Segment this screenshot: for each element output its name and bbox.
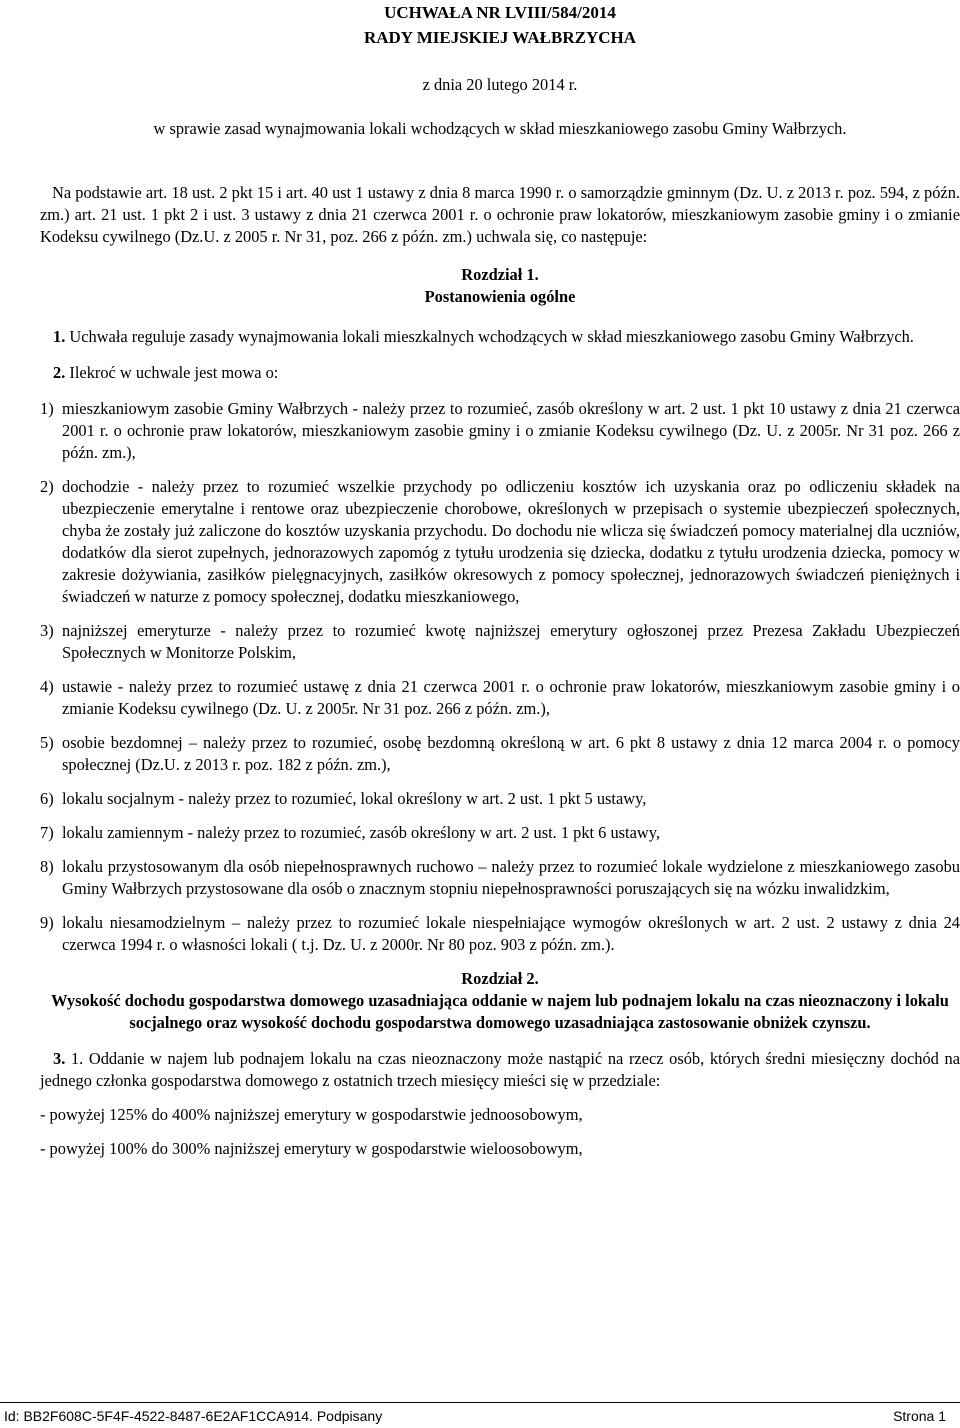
definition-number: 6)	[40, 789, 54, 808]
definition-text: lokalu niesamodzielnym – należy przez to rozumieć lokale niespełniające wymogów określonych w art. 2 ust. 2 ustawy z dnia 24 czerwca 1994 r. o własności lokali ( t.j. Dz. U. z 2000r. Nr 80 poz. 903 z późn. zm.).	[62, 913, 960, 954]
definition-item	[40, 912, 960, 956]
document-body	[40, 0, 960, 1160]
page-number: Strona 1	[893, 1408, 946, 1424]
definition-item	[40, 620, 960, 664]
definition-number: 3)	[40, 621, 54, 640]
definition-number: 4)	[40, 677, 54, 696]
resolution-subject: w sprawie zasad wynajmowania lokali wchodzących w skład mieszkaniowego zasobu Gminy Wałbrzych.	[153, 119, 847, 138]
page-footer	[0, 1402, 960, 1427]
chapter-1-label: Rozdział 1.	[461, 265, 539, 284]
definitions-list	[40, 398, 960, 956]
paragraph-1	[40, 326, 960, 348]
definition-text: mieszkaniowym zasobie Gminy Wałbrzych - należy przez to rozumieć, zasób określony w art. 2 ust. 1 pkt 10 ustawy z dnia 21 czerwca 2001 r. o ochronie praw lokatorów, mieszkaniowym zasobie gminy i o zmianie Kodeksu cywilnego (Dz. U. z 2005r. Nr 31 poz. 266 z późn. zm.),	[62, 399, 960, 462]
document-id: Id: BB2F608C-5F4F-4522-8487-6E2AF1CCA914. Podpisany	[4, 1408, 383, 1424]
resolution-title: UCHWAŁA NR LVIII/584/2014	[384, 3, 616, 22]
resolution-date: z dnia 20 lutego 2014 r.	[422, 75, 578, 94]
paragraph-3-text: Oddanie w najem lub podnajem lokalu na czas nieoznaczony może nastąpić na rzecz osób, których średni miesięczny dochód na jednego członka gospodarstwa domowego z ostatnich trzech miesięcy mieści się w przedziale:	[40, 1049, 960, 1090]
chapter-2-label: Rozdział 2.	[461, 969, 539, 988]
definition-item	[40, 822, 960, 844]
definition-text: osobie bezdomnej – należy przez to rozumieć, osobę bezdomną określoną w art. 6 pkt 8 ustawy z dnia 12 marca 2004 r. o pomocy społecznej (Dz.U. z 2013 r. poz. 182 z późn. zm.),	[62, 733, 960, 774]
definition-number: 8)	[40, 857, 54, 876]
definition-text: ustawie - należy przez to rozumieć ustawę z dnia 21 czerwca 2001 r. o ochronie praw lokatorów, mieszkaniowym zasobie gminy i o zmianie Kodeksu cywilnego (Dz. U. z 2005r. Nr 31 poz. 266 z późn. zm.),	[62, 677, 960, 718]
definition-text: najniższej emeryturze - należy przez to rozumieć kwotę najniższej emerytury ogłoszonej przez Prezesa Zakładu Ubezpieczeń Społecznych w Monitorze Polskim,	[62, 621, 960, 662]
chapter-2-title: Wysokość dochodu gospodarstwa domowego uzasadniająca oddanie w najem lub podnajem lokalu na czas nieoznaczony i lokalu socjalnego oraz wysokość dochodu gospodarstwa domowego uzasadniająca zastosowanie obniżek czynszu.	[51, 991, 949, 1032]
paragraph-3	[40, 1048, 960, 1092]
definition-number: 7)	[40, 823, 54, 842]
paragraph-3-number: 3.	[53, 1049, 66, 1068]
paragraph-2-text: Ilekroć w uchwale jest mowa o:	[69, 363, 279, 382]
definition-number: 5)	[40, 733, 54, 752]
definition-text: dochodzie - należy przez to rozumieć wszelkie przychody po odliczeniu kosztów ich uzyskania oraz po odliczeniu składek na ubezpieczenie emerytalne i rentowe oraz ubezpieczenie chorobowe, określonych w przepisach o systemie ubezpieczeń społecznych, chyba że zostały już zaliczone do kosztów uzyskania przychodu. Do dochodu nie wlicza się świadczeń pomocy materialnej dla uczniów, dodatków dla sierot zupełnych, jednorazowych zapomóg z tytułu urodzenia się dziecka, dodatku z tytułu urodzenia dziecka, pomocy w zakresie dożywiania, zasiłków pielęgnacyjnych, zasiłków okresowych z pomocy społecznej, jednorazowych świadczeń pieniężnych i świadczeń w naturze z pomocy społecznej, dodatku mieszkaniowego,	[62, 477, 960, 606]
preamble: Na podstawie art. 18 ust. 2 pkt 15 i art. 40 ust 1 ustawy z dnia 8 marca 1990 r. o samorządzie gminnym (Dz. U. z 2013 r. poz. 594, z późn. zm.) art. 21 ust. 1 pkt 2 i ust. 3 ustawy z dnia 21 czerwca 2001 r. o ochronie praw lokatorów, mieszkaniowym zasobie gminy i o zmianie Kodeksu cywilnego (Dz.U. z 2005 r. Nr 31, poz. 266 z późn. zm.) uchwala się, co następuje:	[40, 183, 960, 246]
chapter-1-title: Postanowienia ogólne	[424, 287, 576, 306]
income-range-multi: - powyżej 100% do 300% najniższej emerytury w gospodarstwie wieloosobowym,	[40, 1139, 583, 1158]
definition-number: 1)	[40, 399, 54, 418]
definition-text: lokalu przystosowanym dla osób niepełnosprawnych ruchowo – należy przez to rozumieć lokale wydzielone z mieszkaniowego zasobu Gminy Wałbrzych przystosowane dla osób o znacznym stopniu niepełnosprawności poruszających się na wózku inwalidzkim,	[62, 857, 960, 898]
paragraph-1-text: Uchwała reguluje zasady wynajmowania lokali mieszkalnych wchodzących w skład mieszkaniowego zasobu Gminy Wałbrzych.	[69, 327, 914, 346]
definition-item	[40, 476, 960, 608]
definition-text: lokalu socjalnym - należy przez to rozumieć, lokal określony w art. 2 ust. 1 pkt 5 ustawy,	[62, 789, 647, 808]
paragraph-3-subnumber: 1.	[70, 1049, 84, 1068]
council-title: RADY MIEJSKIEJ WAŁBRZYCHA	[363, 28, 637, 47]
definition-item	[40, 732, 960, 776]
paragraph-1-number: 1.	[53, 327, 66, 346]
definition-item	[40, 398, 960, 464]
income-range-single: - powyżej 125% do 400% najniższej emerytury w gospodarstwie jednoosobowym,	[40, 1105, 583, 1124]
definition-item	[40, 676, 960, 720]
definition-number: 9)	[40, 913, 54, 932]
paragraph-2	[40, 362, 960, 384]
paragraph-2-number: 2.	[53, 363, 66, 382]
definition-item	[40, 856, 960, 900]
definition-number: 2)	[40, 477, 54, 496]
definition-text: lokalu zamiennym - należy przez to rozumieć, zasób określony w art. 2 ust. 1 pkt 6 ustawy,	[62, 823, 660, 842]
definition-item	[40, 788, 960, 810]
